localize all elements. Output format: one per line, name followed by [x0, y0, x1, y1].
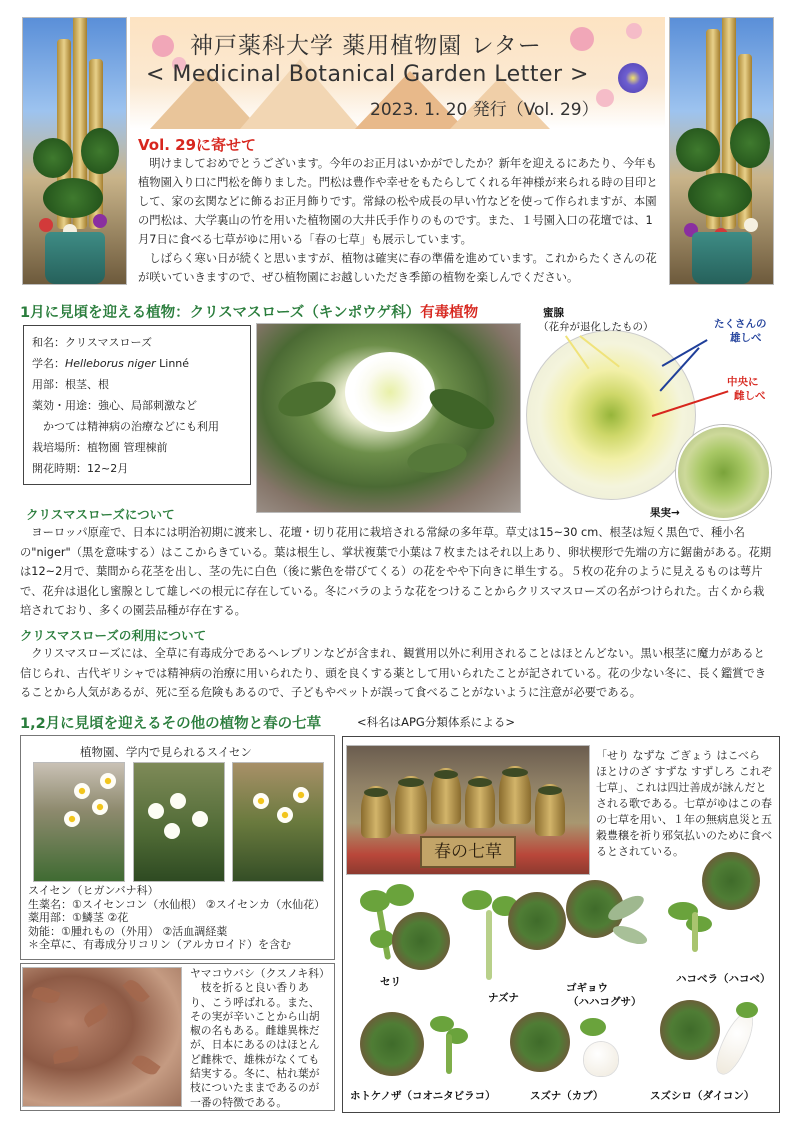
suisen-line: スイセン（ヒガンバナ科） [28, 884, 159, 897]
info-row [32, 395, 242, 416]
herb-label: ゴギョウ [566, 982, 608, 994]
nanakusa-sign: 春の七草 [420, 836, 516, 868]
info-value: Linné [155, 357, 190, 370]
intro-text [138, 154, 662, 287]
use-text [20, 644, 774, 703]
classification-note: <科名はAPG分類体系による> [357, 715, 515, 729]
herb-pot [508, 892, 566, 950]
pistil-label: 中央に [727, 376, 759, 388]
info-label: 学名： [32, 357, 65, 370]
info-row [32, 437, 242, 458]
header-banner [130, 17, 665, 129]
poison-tag: 有毒植物 [420, 305, 479, 321]
scientific-name: Helleborus niger [65, 357, 156, 370]
info-row [32, 416, 242, 437]
info-label: 開花時期： [32, 462, 87, 475]
info-label: 和名： [32, 336, 65, 349]
info-value: 根茎、根 [65, 378, 109, 391]
suisen-caption: 植物園、学内で見られるスイセン [80, 745, 252, 759]
suisen-line: 効能：①腫れもの（外用） ②活血調経薬 [28, 924, 228, 938]
stamens-label-2: 雄しべ [730, 332, 762, 344]
christmas-rose-photo [256, 323, 521, 513]
info-value: クリスマスローズ [65, 336, 153, 349]
section1-title-text: 1月に見頃を迎える植物：クリスマスローズ（キンポウゲ科） [20, 305, 421, 321]
info-row [32, 374, 242, 395]
nanakusa-text: 「せり なずな ごぎょう はこべら ほとけのざ すずな すずしろ これぞ七草」、これは四辻善成が詠んだとされる歌である。七草がゆはこの春の七草を用い、１年の無病息災と五穀豊穣を祈り邪気払いのために食べるとされている。 [596, 749, 772, 858]
info-label: 栽培場所： [32, 441, 87, 454]
fruit-label: 果実→ [650, 507, 680, 519]
yamakoubashi-photo [22, 967, 182, 1107]
herb-hotokenoza [350, 1012, 500, 1107]
pistil-label-2: 雌しべ [734, 390, 766, 402]
intro-heading: Vol. 29に寄せて [138, 136, 257, 154]
herb-label-sub: （ハハコグサ） [568, 996, 642, 1008]
info-value: 植物園 管理棟前 [87, 441, 168, 454]
info-value: 強心、局部刺激など [98, 399, 197, 412]
herb-suzuna [510, 1012, 640, 1107]
yamakoubashi-description: 枝を折ると良い香りあり、こう呼ばれる。また、その実が辛いことから山胡椒の名もある。雌雄異株だが、日本にあるのはほとんど雌株で、雄株がなくても結実する。冬に、枯れ葉が枝についたままであるのが一番の特徴である。 [190, 981, 320, 1109]
intro-paragraph: しばらく寒い日が続くと思いますが、植物は確実に春の準備を進めています。これからたくさんの花が咲いていきますので、ぜひ植物園にお越しいただき季節の植物を楽しんでください。 [138, 252, 657, 284]
herb-label: セリ [380, 976, 401, 988]
use-heading: クリスマスローズの利用について [20, 628, 207, 643]
section1-title [20, 301, 478, 322]
herb-pot [392, 912, 450, 970]
kadomatsu-photo-right [669, 17, 774, 285]
yamakoubashi-title: ヤマコウバシ（クスノキ科） [190, 967, 330, 980]
info-row [32, 353, 242, 374]
herb-label: スズシロ（ダイコン） [650, 1090, 755, 1102]
stamens-label: たくさんの [714, 318, 767, 330]
herb-label: ホトケノザ（コオニタビラコ） [350, 1090, 496, 1102]
suisen-photo-3 [232, 762, 324, 882]
suisen-line: 薬用部：①鱗茎 ②花 [28, 911, 129, 924]
section2-title: 1,2月に見頃を迎えるその他の植物と春の七草 [20, 716, 322, 732]
use-paragraph: クリスマスローズには、全草に有毒成分であるヘレブリンなどが含まれ、観賞用以外に利用されることはほとんどない。黒い根茎に魔力があると信じられ、古代ギリシャでは精神病の治療に用いられたり、頭を良くする薬として用いられたことが記されている。花の少ない冬に、長く鑑賞できることから人気があるが、死に至る危険もあるので、子どもやペットが誤って食べることがないように注意が必要である。 [20, 647, 767, 699]
suisen-line: ＊全草に、有毒成分リコリン（アルカロイド）を含む [28, 938, 292, 951]
suisen-info [28, 884, 325, 952]
info-value: かつては精神病の治療などにも利用 [43, 420, 219, 433]
herb-hakobera [666, 852, 774, 987]
newsletter-subtitle: < Medicinal Botanical Garden Letter > [146, 62, 589, 87]
newsletter-title: 神戸薬科大学 薬用植物園 レター [190, 33, 542, 59]
info-label: 用部： [32, 378, 65, 391]
herb-label: ハコベラ（ハコベ） [676, 973, 771, 985]
kadomatsu-photo-left [22, 17, 127, 285]
herb-label: ナズナ [488, 992, 519, 1004]
herb-gogyou [566, 880, 656, 1010]
info-label: 薬効・用途： [32, 399, 98, 412]
christmas-rose-closeup [526, 330, 696, 500]
nectary-label: 蜜腺 [543, 307, 564, 319]
suisen-photo-2 [133, 762, 225, 882]
herb-suzushiro [640, 1000, 776, 1107]
suisen-line: 生薬名：①スイセンコン（水仙根） ②スイセンカ（水仙花） [28, 897, 326, 911]
info-value: 12~2月 [87, 462, 129, 475]
plant-info-box [23, 325, 251, 485]
nectary-note: （花弁が退化したもの） [538, 321, 654, 333]
info-row [32, 458, 242, 479]
christmas-rose-fruit-photo [676, 425, 771, 520]
about-text [20, 523, 774, 621]
issue-date: 2023. 1. 20 発行（Vol. 29） [370, 100, 599, 120]
about-paragraph: ヨーロッパ原産で、日本には明治初期に渡来し、花壇・切り花用に栽培される常緑の多年草。草丈は15~30 cm、根茎は短く黒色で、種小名の"niger"（黒を意味する）はここからきている。葉は根生し、掌状複葉で小葉は７枚またはそれ以上あり、卵状楔形で先端の方に鋸歯がある。花期は12~2月で、葉間から花茎を出し、茎の先に白色（後に紫色を帯びてくる）の花をやや下向きに単生する。５枚の花弁のように見えるものは萼片で、花弁は退化し蜜腺として雄しべの根元に存在している。冬にバラのような花をつけることからクリスマスローズの名がつけられた。古くから栽培されており、多くの園芸品種が存在する。 [20, 526, 772, 617]
herb-label: スズナ（カブ） [530, 1090, 604, 1102]
intro-paragraph: 明けましておめでとうございます。今年のお正月はいかがでしたか？新年を迎えるにあたり、今年も植物園入り口に門松を飾りました。門松は豊作や幸せをもたらしてくれる年神様が来られる時の目印として、家の玄関などに飾るお正月飾りです。常緑の松や成長の早い竹などを使って作られますが、本園の門松は、大学裏山の竹を用いた植物園の大井氏手作りのものです。また、１号園入口の花壇では、1月7日に食べる七草がゆに用いる「春の七草」も展示しています。 [138, 157, 658, 246]
info-row [32, 332, 242, 353]
yamakoubashi-text [190, 967, 330, 1110]
about-heading: クリスマスローズについて [26, 507, 175, 522]
suisen-photo-1 [33, 762, 125, 882]
